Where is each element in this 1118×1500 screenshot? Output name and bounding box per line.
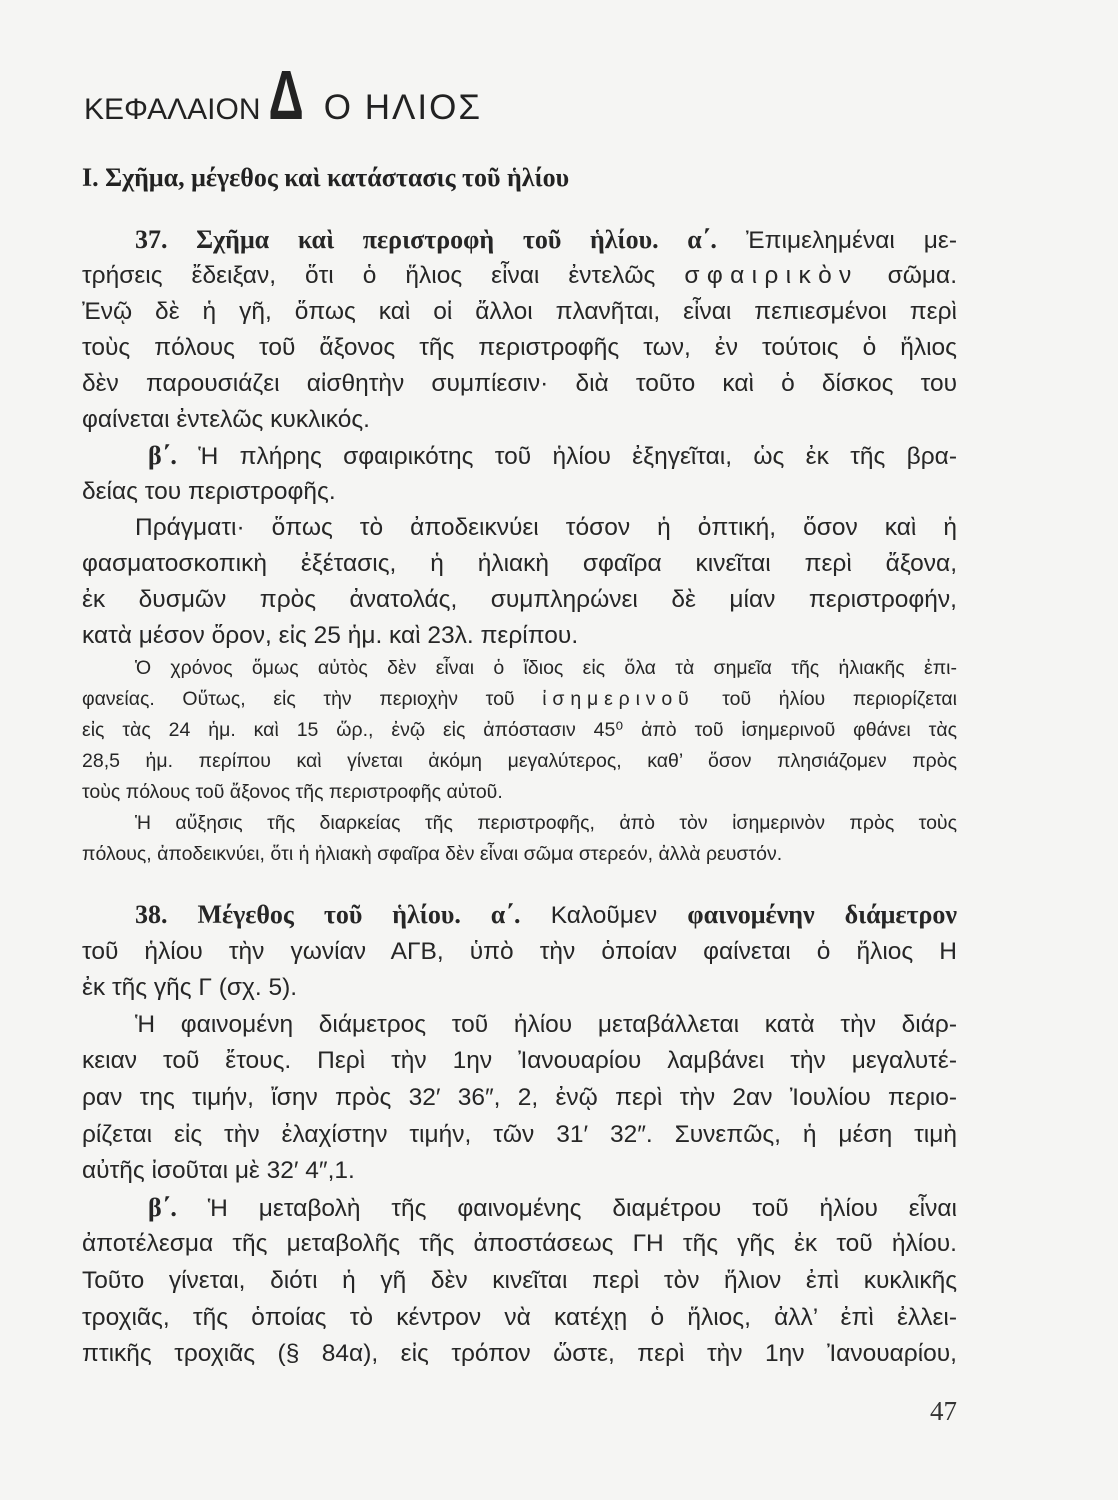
chapter-header [84,56,482,134]
body-text: Ἡ πλήρης σφαιρικότης τοῦ ἡλίου ἐξηγεῖται, ὡς ἐκ τῆς βρα- [198,443,957,470]
text-line: Τοῦτο γίνεται, διότι ἡ γῆ δὲν κινεῖται περὶ τὸν ἥλιον ἐπὶ κυκλικῆς [82,1266,957,1294]
body-text: τοῦ ἡλίου περιορίζεται [722,688,957,710]
text-line: Ἡ φαινομένη διάμετρος τοῦ ἡλίου μεταβάλλεται κατὰ τὴν διάρ- [135,1010,957,1038]
body-text: Ἐπιμελημέναι με- [745,227,957,254]
text-line: πτικῆς τροχιᾶς (§ 84α), εἰς τρόπον ὥστε, περὶ τὴν 1ην Ἰανουαρίου, [82,1340,957,1368]
text-line: δὲν παρουσιάζει αἰσθητὴν συμπίεσιν· διὰ τοῦτο καὶ ὁ δίσκος του [82,370,957,397]
text-line: κειαν τοῦ ἔτους. Περὶ τὴν 1ην Ἰανουαρίου λαμβάνει τὴν μεγαλυτέ- [82,1047,957,1075]
text-line: τοὺς πόλους τοῦ ἄξονος τῆς περιστροφῆς αὐτοῦ. [82,781,503,803]
text-line: φαίνεται ἐντελῶς κυκλικός. [82,406,370,433]
body-text: Ἡ μεταβολὴ τῆς φαινομένης διαμέτρου τοῦ ἡλίου εἶναι [207,1194,957,1222]
text-line: ἐκ τῆς γῆς Γ (σχ. 5). [82,974,298,1002]
text-line: Ὁ χρόνος ὅμως αὐτὸς δὲν εἶναι ὁ ἴδιος εἰς ὅλα τὰ σημεῖα τῆς ἡλιακῆς ἐπι- [135,657,957,679]
text-line [82,438,957,474]
spaced-emphasis: ἰσημερινοῦ [542,688,695,710]
body-text: Καλοῦμεν [550,902,658,929]
chapter-label: ΚΕΦΑΛΑΙΟΝ [84,93,261,126]
article-37-small-print [82,653,957,870]
article-38 [82,897,957,1373]
text-line: ἀποτέλεσμα τῆς μεταβολῆς τῆς ἀποστάσεως ΓΗ τῆς γῆς ἐκ τοῦ ἡλίου. [82,1230,957,1258]
chapter-title: Ο ΗΛΙΟΣ [323,88,482,127]
text-line [82,897,957,934]
text-line: τροχιᾶς, τῆς ὁποίας τὸ κέντρον νὰ κατέχῃ ὁ ἥλιος, ἀλλ’ ἐπὶ ἐλλει- [82,1303,957,1331]
body-text: φανείας. Οὕτως, εἰς τὴν περιοχὴν τοῦ [82,688,515,710]
text-line: τοῦ ἡλίου τὴν γωνίαν ΑΓΒ, ὑπὸ τὴν ὁποίαν φαίνεται ὁ ἥλιος Η [82,937,957,965]
text-line [82,1190,957,1227]
text-line: πόλους, ἀποδεικνύει, ὅτι ἡ ἡλιακὴ σφαῖρα δὲν εἶναι σῶμα στερεόν, ἀλλὰ ρευστόν. [82,843,783,865]
text-line [82,684,957,715]
page-number: 47 [930,1396,957,1426]
text-line: αὐτῆς ἰσοῦται μὲ 32′ 4″,1. [82,1157,355,1185]
text-line: κατὰ μέσον ὅρον, εἰς 25 ἡμ. καὶ 23λ. περίπου. [82,622,579,649]
term-bold: φαινομένην διάμετρον [687,900,957,929]
text-line [82,258,957,294]
item-label: β΄. [148,1192,177,1222]
article-heading: 38. Μέγεθος τοῦ ἡλίου. α΄. [135,900,521,929]
article-37 [82,222,957,654]
text-line: Ἐνῷ δὲ ἡ γῆ, ὅπως καὶ οἱ ἄλλοι πλανῆται, εἶναι πεπιεσμένοι περὶ [82,298,957,325]
text-line: Ἡ αὔξησις τῆς διαρκείας τῆς περιστροφῆς, ἀπὸ τὸν ἰσημερινὸν πρὸς τοὺς [135,812,957,834]
text-line: Πράγματι· ὅπως τὸ ἀποδεικνύει τόσον ἡ ὀπτική, ὅσον καὶ ἡ [135,514,957,541]
text-line: ἐκ δυσμῶν πρὸς ἀνατολάς, συμπληρώνει δὲ μίαν περιστροφήν, [82,586,957,613]
text-line [82,222,957,258]
text-line: εἰς τὰς 24 ἡμ. καὶ 15 ὥρ., ἐνῷ εἰς ἀπόστασιν 45⁰ ἀπὸ τοῦ ἰσημερινοῦ φθάνει τὰς [82,719,957,741]
article-heading: 37. Σχῆμα καὶ περιστροφὴ τοῦ ἡλίου. α΄. [135,225,717,254]
body-text: σῶμα. [887,262,957,289]
section-heading: Ι. Σχῆμα, μέγεθος καὶ κατάστασις τοῦ ἡλίου [82,163,570,192]
text-line: 28,5 ἡμ. περίπου καὶ γίνεται ἀκόμη μεγαλύτερος, καθ’ ὅσον πλησιάζομεν πρὸς [82,750,957,772]
text-line: ρίζεται εἰς τὴν ἐλαχίστην τιμήν, τῶν 31′ 32″. Συνεπῶς, ἡ μέση τιμὴ [82,1120,957,1148]
chapter-letter: Δ [269,56,305,134]
item-label: β΄. [148,441,177,470]
text-line: ραν της τιμήν, ἴσην πρὸς 32′ 36″, 2, ἐνῷ περὶ τὴν 2αν Ἰουλίου περιο- [82,1083,957,1111]
body-text: τρήσεις ἔδειξαν, ὅτι ὁ ἥλιος εἶναι ἐντελῶς [82,262,656,289]
text-line: δείας του περιστροφῆς. [82,478,336,505]
text-line: τοὺς πόλους τοῦ ἄξονος τῆς περιστροφῆς των, ἐν τούτοις ὁ ἥλιος [82,334,957,361]
spaced-emphasis: σφαιρικὸν [684,262,859,289]
text-line: φασματοσκοπικὴ ἐξέτασις, ἡ ἡλιακὴ σφαῖρα κινεῖται περὶ ἄξονα, [82,550,957,577]
